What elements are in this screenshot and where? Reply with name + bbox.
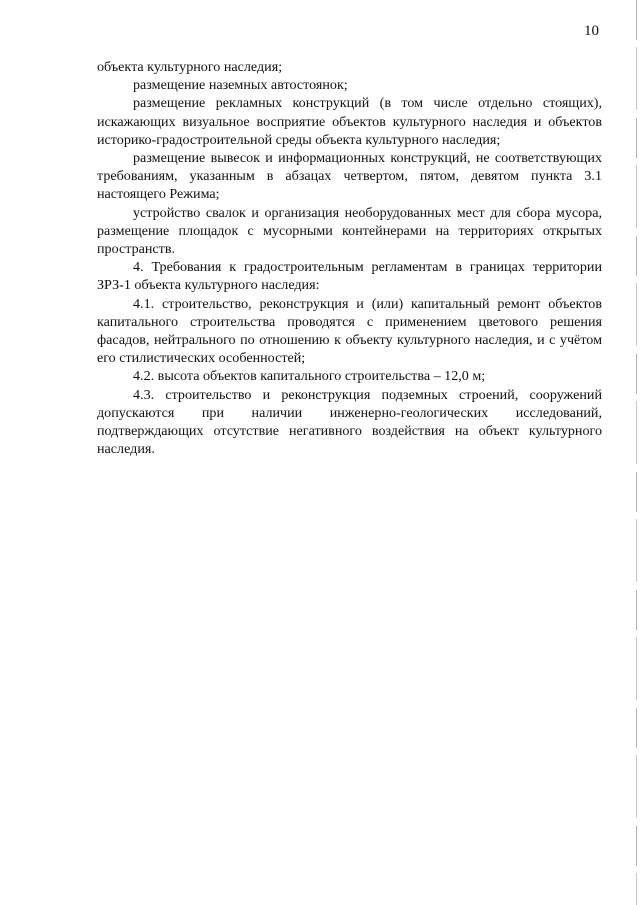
paragraph-advertising: размещение рекламных конструкций (в том числе отдельно стоящих), искажающих визуальное восприятие объектов культурного наследия и объектов историко-градостроительной среды объекта культурного наследия; <box>97 95 602 148</box>
paragraph-continuation: объекта культурного наследия; <box>97 59 283 75</box>
paragraph-parking: размещение наземных автостоянок; <box>133 77 348 94</box>
paragraph-4-1: 4.1. строительство, реконструкция и (или) капитальный ремонт объектов капитального строительства проводятся с применением цветового решения фасадов, нейтрального по отношению к объекту культурного наследия, и с учётом его стилистических особенностей; <box>97 295 602 367</box>
document-body <box>97 58 602 458</box>
scan-edge-line <box>636 0 637 905</box>
paragraph-4-3: 4.3. строительство и реконструкция подземных строений, сооружений допускаются при наличии инженерно-геологических исследований, подтверждающих отсутствие негативного воздействия на объект культурного наследия. <box>97 386 602 458</box>
paragraph-4-2: 4.2. высота объектов капитального строительства – 12,0 м; <box>133 368 486 385</box>
paragraph-signage: размещение вывесок и информационных конструкций, не соответствующих требованиям, указанным в абзацах четвертом, пятом, девятом пункта 3.1 настоящего Режима; <box>97 150 602 203</box>
paragraph-waste: устройство свалок и организация необорудованных мест для сбора мусора, размещение площадок с мусорными контейнерами на территориях открытых пространств. <box>97 204 602 258</box>
paragraph-section-4-heading: 4. Требования к градостроительным регламентам в границах территории ЗРЗ-1 объекта культурного наследия: <box>97 259 602 294</box>
page-number: 10 <box>584 23 599 39</box>
